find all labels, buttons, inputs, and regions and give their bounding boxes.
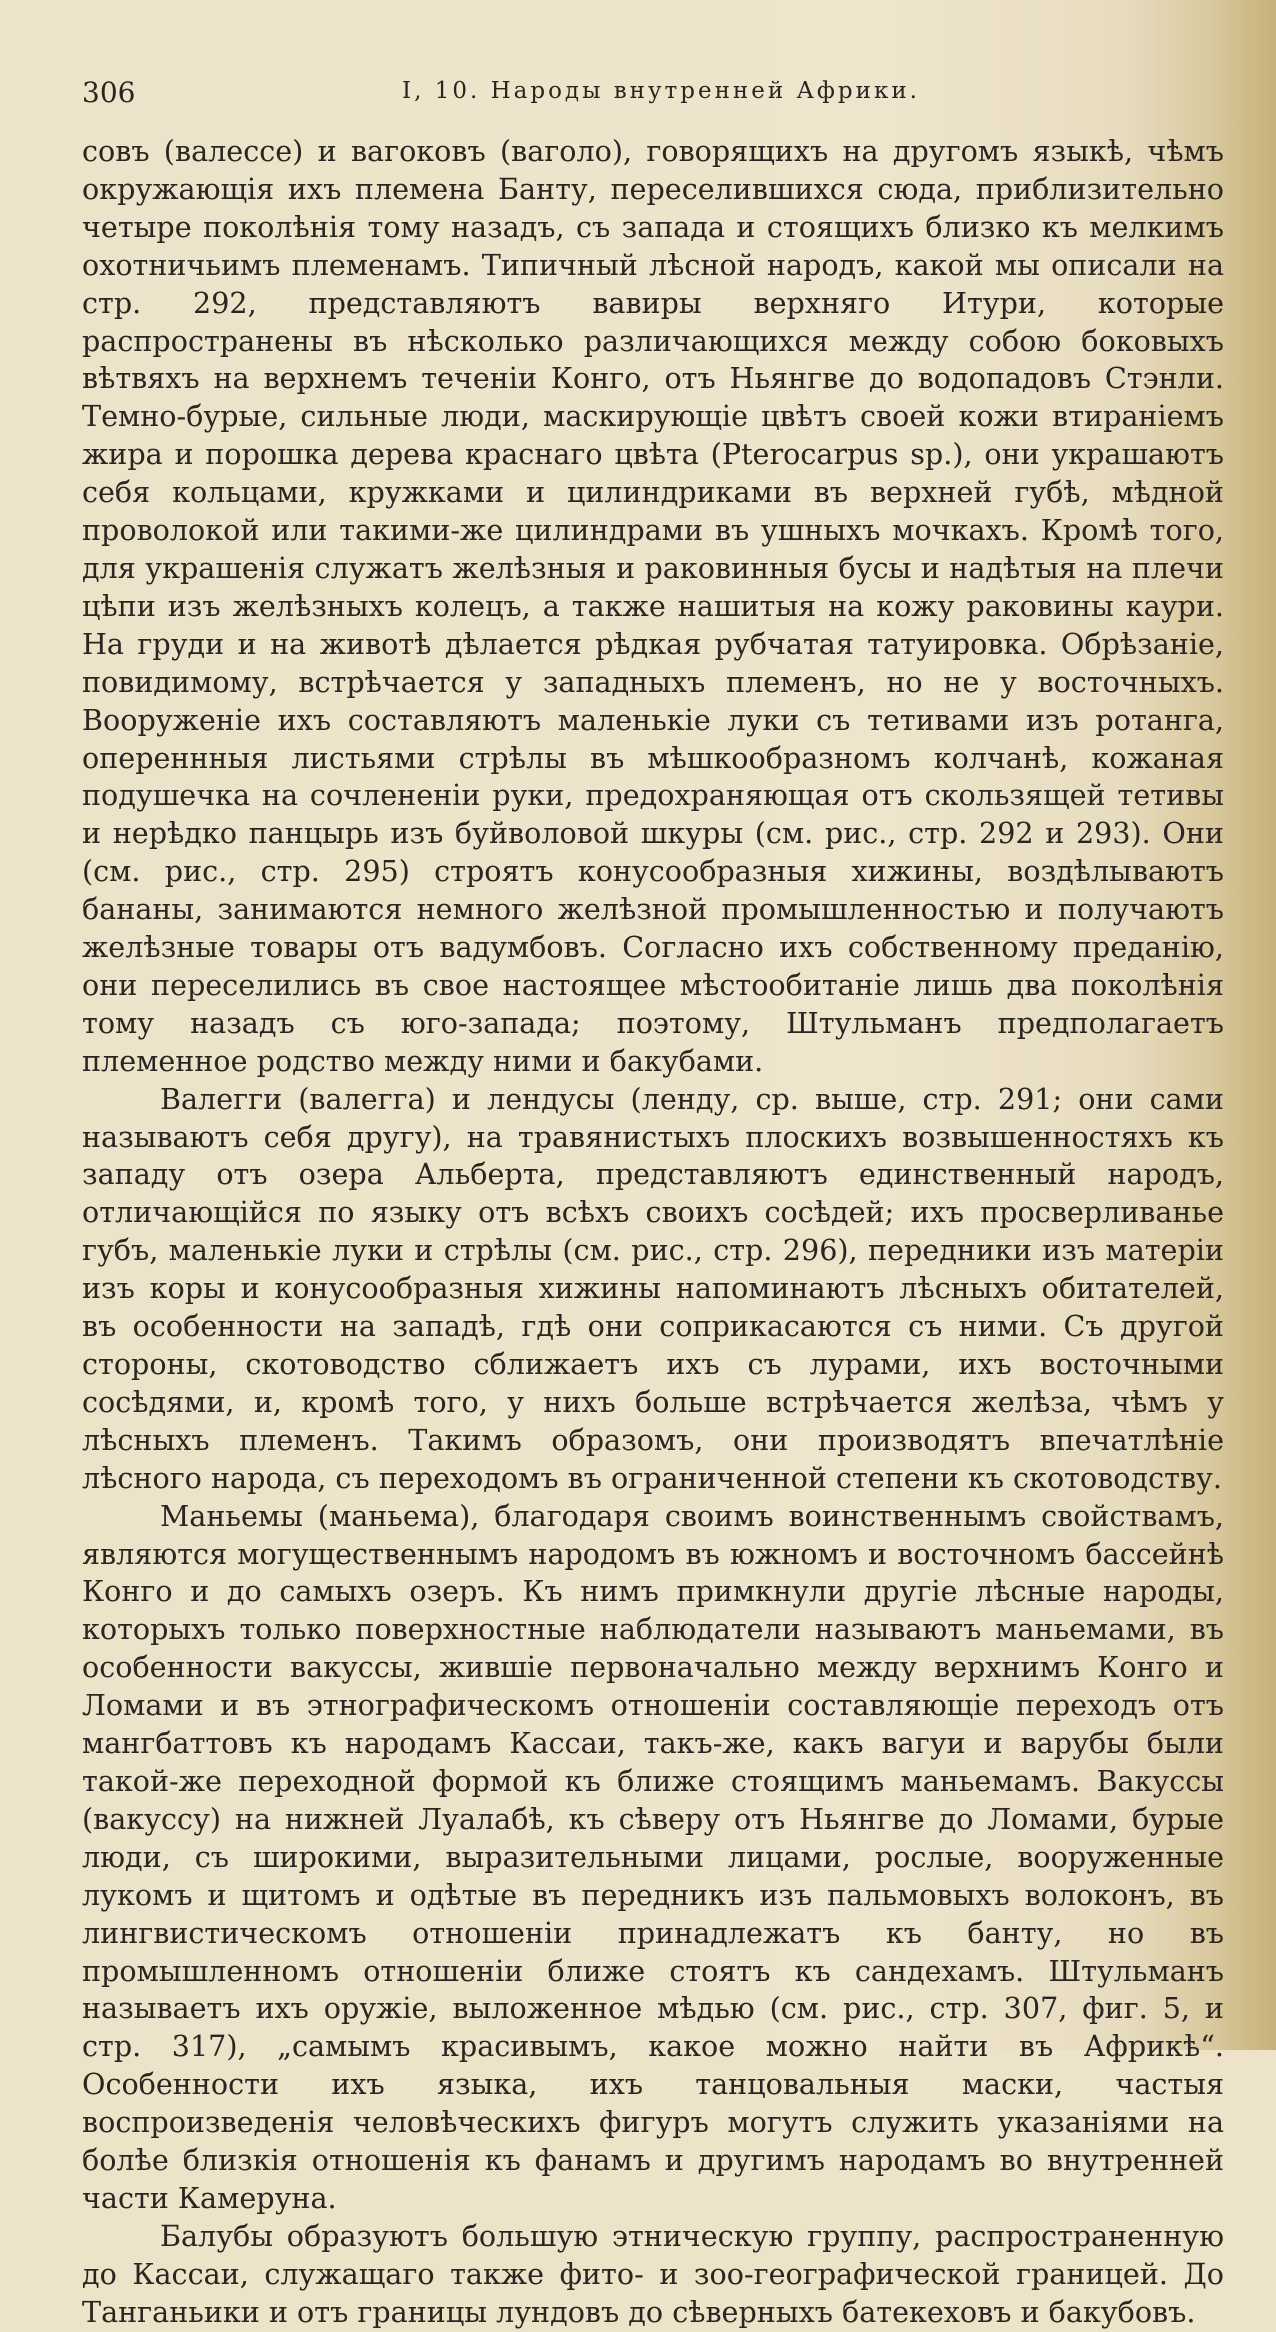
body-text	[82, 133, 1224, 2332]
page-number: 306	[82, 76, 136, 109]
paragraph-1: совъ (валессе) и вагоковъ (ваголо), говорящихъ на другомъ языкѣ, чѣмъ окружающія ихъ племена Банту, переселившихся сюда, приблизительно четыре поколѣнія тому назадъ, съ запада и стоящихъ близко къ мелкимъ охотничьимъ племенамъ. Типичный лѣсной народъ, какой мы описали на стр. 292, представляютъ вавиры верхняго Итури, которые распространены въ нѣсколько различающихся между собою боковыхъ вѣтвяхъ на верхнемъ теченіи Конго, отъ Ньянгве до водопадовъ Стэнли. Темно-бурые, сильные люди, маскирующіе цвѣтъ своей кожи втираніемъ жира и порошка дерева краснаго цвѣта (Pterocarpus sp.), они украшаютъ себя кольцами, кружками и цилиндриками въ верхней губѣ, мѣдной проволокой или такими-же цилиндрами въ ушныхъ мочкахъ. Кромѣ того, для украшенія служатъ желѣзныя и раковинныя бусы и надѣтыя на плечи цѣпи изъ желѣзныхъ колецъ, а также нашитыя на кожу раковины каури. На груди и на животѣ дѣлается рѣдкая рубчатая татуировка. Обрѣзаніе, повидимому, встрѣчается у западныхъ племенъ, но не у восточныхъ. Вооруженіе ихъ составляютъ маленькіе луки съ тетивами изъ ротанга, опереннныя листьями стрѣлы въ мѣшкообразномъ колчанѣ, кожаная подушечка на сочлененіи руки, предохраняющая отъ скользящей тетивы и нерѣдко панцырь изъ буйволовой шкуры (см. рис., стр. 292 и 293). Они (см. рис., стр. 295) строятъ конусообразныя хижины, воздѣлываютъ бананы, занимаются немного желѣзной промышленностью и получаютъ желѣзные товары отъ вадумбовъ. Согласно ихъ собственному преданію, они переселились въ свое настоящее мѣстообитаніе лишь два поколѣнія тому назадъ съ юго-запада; поэтому, Штульманъ предполагаетъ племенное родство между ними и бакубами.	[82, 134, 1224, 1078]
paragraph-3: Маньемы (маньема), благодаря своимъ воинственнымъ свойствамъ, являются могущественнымъ народомъ въ южномъ и восточномъ бассейнѣ Конго и до самыхъ озеръ. Къ нимъ примкнули другіе лѣсные народы, которыхъ только поверхностные наблюдатели называютъ маньемами, въ особенности вакуссы, жившіе первоначально между верхнимъ Конго и Ломами и въ этнографическомъ отношеніи составляющіе переходъ отъ мангбаттовъ къ народамъ Кассаи, такъ-же, какъ вагуи и варубы были такой-же переходной формой къ ближе стоящимъ маньемамъ. Вакуссы (вакуссу) на нижней Луалабѣ, къ сѣверу отъ Ньянгве до Ломами, бурые люди, съ широкими, выразительными лицами, рослые, вооруженные лукомъ и щитомъ и одѣтые въ передникъ изъ пальмовыхъ волоконъ, въ лингвистическомъ отношеніи принадлежатъ къ банту, но въ промышленномъ отношеніи ближе стоятъ къ сандехамъ. Штульманъ называетъ ихъ оружіе, выложенное мѣдью (см. рис., стр. 307, фиг. 5, и стр. 317), „самымъ красивымъ, какое можно найти въ Африкѣ“. Особенности ихъ языка, ихъ танцовальныя маски, частыя воспроизведенія человѣческихъ фигуръ могутъ служить указаніями на болѣе близкія отношенія къ фанамъ и другимъ народамъ во внутренней части Камеруна.	[82, 1498, 1224, 2215]
running-head: I, 10. Народы внутренней Африки.	[402, 78, 920, 104]
paragraph-4: Балубы образуютъ большую этническую группу, распространенную до Кассаи, служащаго также фито- и зоо-географической границей. До Танганьики и отъ границы лундовъ до сѣверныхъ батекеховъ и бакубовъ.	[82, 2218, 1224, 2329]
page-header	[82, 72, 1236, 112]
paragraph-2: Валегги (валегга) и лендусы (ленду, ср. выше, стр. 291; они сами называютъ себя другу), на травянистыхъ плоскихъ возвышенностяхъ къ западу отъ озера Альберта, представляютъ единственный народъ, отличающійся по языку отъ всѣхъ своихъ сосѣдей; ихъ просверливанье губъ, маленькіе луки и стрѣлы (см. рис., стр. 296), передники изъ матеріи изъ коры и конусообразныя хижины напоминаютъ лѣсныхъ обитателей, въ особенности на западѣ, гдѣ они соприкасаются съ ними. Съ другой стороны, скотоводство сближаетъ ихъ съ лурами, ихъ восточными сосѣдями, и, кромѣ того, у нихъ больше встрѣчается желѣза, чѣмъ у лѣсныхъ племенъ. Такимъ образомъ, они производятъ впечатлѣніе лѣсного народа, съ переходомъ въ ограниченной степени къ скотоводству.	[82, 1081, 1224, 1495]
